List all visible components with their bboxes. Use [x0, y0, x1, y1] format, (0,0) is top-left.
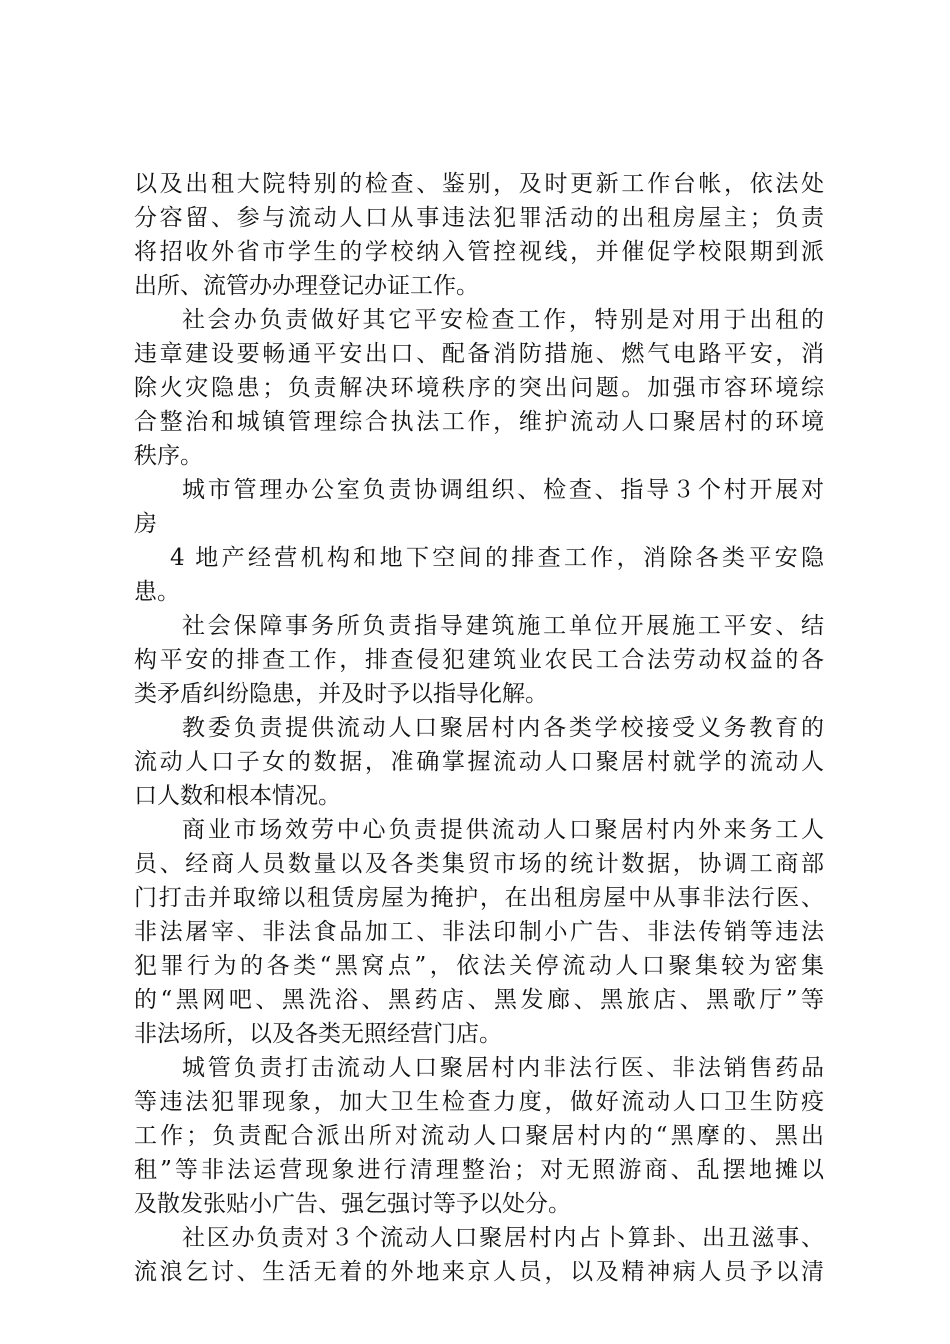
- text-line: 及散发张贴小广告、强乞强讨等予以处分。: [134, 1191, 571, 1217]
- text-line: 患。: [134, 579, 180, 605]
- paragraph-start-line: 4 地产经营机构和地下空间的排查工作，消除各类平安隐: [170, 545, 824, 571]
- text-line: 犯罪行为的各类“黑窝点”，依法关停流动人口聚集较为密集: [134, 953, 824, 979]
- text-line: 类矛盾纠纷隐患，并及时予以指导化解。: [134, 681, 548, 707]
- paragraph-start-line: 商业市场效劳中心负责提供流动人口聚居村内外来务工人: [182, 817, 824, 843]
- text-line: 非法场所，以及各类无照经营门店。: [134, 1021, 502, 1047]
- paragraph-start-line: 社会保障事务所负责指导建筑施工单位开展施工平安、结: [182, 613, 824, 639]
- text-line: 分容留、参与流动人口从事违法犯罪活动的出租房屋主；负责: [134, 205, 824, 231]
- text-line: 出所、流管办办理登记办证工作。: [134, 273, 479, 299]
- text-line: 以及出租大院特别的检查、鉴别，及时更新工作台帐，依法处: [134, 171, 824, 197]
- text-line: 口人数和根本情况。: [134, 783, 341, 809]
- text-line: 等违法犯罪现象，加大卫生检查力度，做好流动人口卫生防疫: [134, 1089, 824, 1115]
- text-line: 除火灾隐患；负责解决环境秩序的突出问题。加强市容环境综: [134, 375, 824, 401]
- paragraph-start-line: 城管负责打击流动人口聚居村内非法行医、非法销售药品: [182, 1055, 824, 1081]
- paragraph-start-line: 社区办负责对３个流动人口聚居村内占卜算卦、出丑滋事、: [182, 1225, 824, 1251]
- text-line: 的“黑网吧、黑洗浴、黑药店、黑发廊、黑旅店、黑歌厅”等: [134, 987, 824, 1013]
- paragraph-start-line: 社会办负责做好其它平安检查工作，特别是对用于出租的: [182, 307, 824, 333]
- paragraph-start-line: 教委负责提供流动人口聚居村内各类学校接受义务教育的: [182, 715, 824, 741]
- text-line: 将招收外省市学生的学校纳入管控视线，并催促学校限期到派: [134, 239, 824, 265]
- text-line: 门打击并取缔以租赁房屋为掩护，在出租房屋中从事非法行医、: [134, 885, 824, 911]
- text-line: 房: [134, 511, 157, 537]
- text-line: 非法屠宰、非法食品加工、非法印制小广告、非法传销等违法: [134, 919, 824, 945]
- paragraph-start-line: 城市管理办公室负责协调组织、检查、指导３个村开展对: [182, 477, 824, 503]
- text-line: 构平安的排查工作，排查侵犯建筑业农民工合法劳动权益的各: [134, 647, 824, 673]
- text-line: 员、经商人员数量以及各类集贸市场的统计数据，协调工商部: [134, 851, 824, 877]
- text-line: 工作；负责配合派出所对流动人口聚居村内的“黑摩的、黑出: [134, 1123, 824, 1149]
- text-line: 秩序。: [134, 443, 203, 469]
- text-line: 流动人口子女的数据，准确掌握流动人口聚居村就学的流动人: [134, 749, 824, 775]
- text-line: 流浪乞讨、生活无着的外地来京人员，以及精神病人员予以清: [134, 1259, 824, 1285]
- text-line: 违章建设要畅通平安出口、配备消防措施、燃气电路平安，消: [134, 341, 824, 367]
- text-line: 合整治和城镇管理综合执法工作，维护流动人口聚居村的环境: [134, 409, 824, 435]
- text-line: 租”等非法运营现象进行清理整治；对无照游商、乱摆地摊以: [134, 1157, 824, 1183]
